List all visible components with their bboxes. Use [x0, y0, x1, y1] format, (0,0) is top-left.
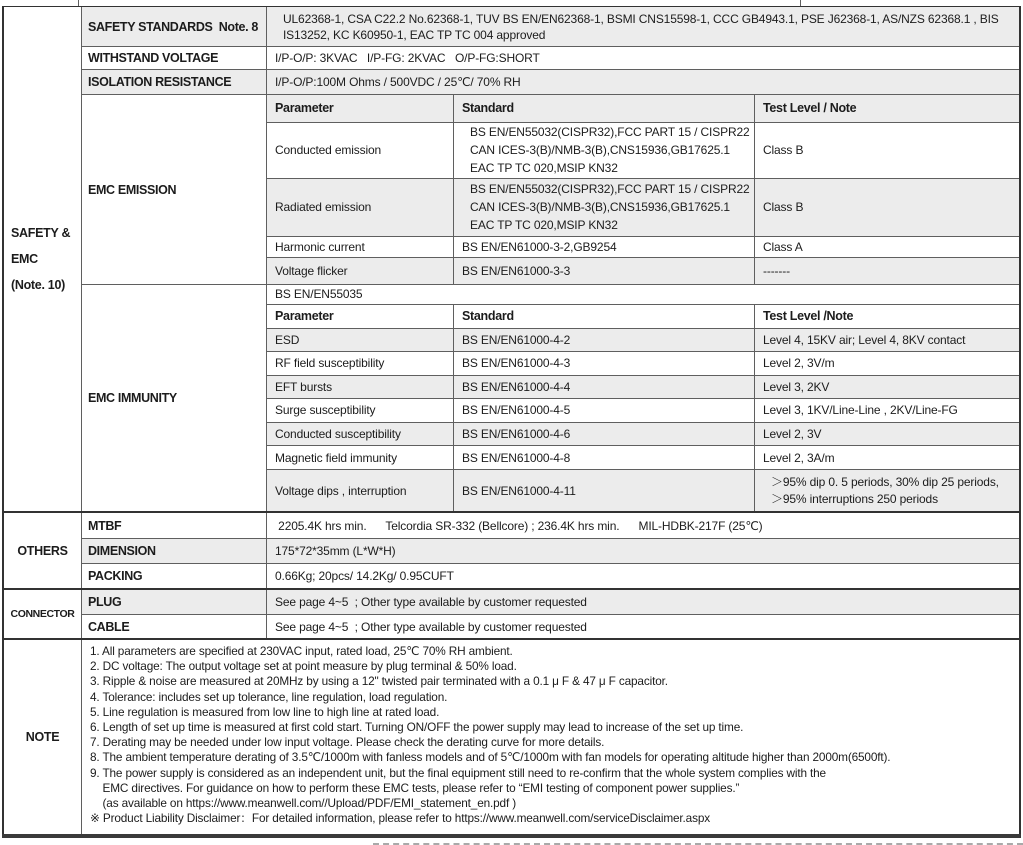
note-line: 1. All parameters are specified at 230VAC input, rated load, 25℃ 70% RH ambient. — [90, 644, 513, 658]
standard-cell: BS EN/EN61000-4-6 — [454, 423, 755, 445]
standard-cell: BS EN/EN61000-4-11 — [454, 470, 755, 511]
test-level-cell: Level 4, 15KV air; Level 4, 8KV contact — [763, 332, 966, 347]
standard-line: EAC TP TC 020,MSIP KN32 — [470, 218, 618, 233]
previous-row-remnant — [2, 0, 1021, 6]
section-safety-emc — [4, 7, 1019, 511]
test-level-cell: Level 3, 1KV/Line-Line , 2KV/Line-FG — [763, 403, 958, 418]
row-label: MTBF — [82, 513, 267, 538]
row-value: See page 4~5 ; Other type available by customer requested — [275, 595, 587, 609]
row-label: DIMENSION — [82, 539, 267, 563]
note-line: 5. Line regulation is measured from low line to high line at rated load. — [90, 704, 440, 719]
emc-emission-block — [82, 94, 1019, 284]
test-level-cell: Level 2, 3V/m — [763, 356, 835, 371]
emission-row-harmonic — [267, 236, 1019, 258]
immunity-row-esd — [267, 328, 1019, 351]
parameter-cell: Harmonic current — [267, 237, 454, 258]
standard-cell: BS EN/EN61000-3-3 — [454, 258, 755, 284]
section-others — [4, 511, 1019, 588]
standard-line: CAN ICES-3(B)/NMB-3(B),CNS15936,GB17625.1 — [470, 143, 730, 158]
immunity-header-row — [267, 304, 1019, 328]
remnant-divider — [78, 0, 79, 6]
row-label: SAFETY STANDARDS Note. 8 — [82, 7, 267, 46]
row-packing — [82, 563, 1019, 588]
row-value: See page 4~5 ; Other type available by customer requested — [275, 619, 587, 634]
immunity-row-magnetic — [267, 445, 1019, 469]
row-value: 0.66Kg; 20pcs/ 14.2Kg/ 0.95CUFT — [275, 569, 454, 583]
group-cell-safety-emc — [4, 7, 82, 511]
note-line: 3. Ripple & noise are measured at 20MHz by using a 12" twisted pair terminated with a 0.1 μ F & 47 μ F capacitor. — [90, 674, 668, 689]
note-line: EMC directives. For guidance on how to perform these EMC tests, please refer to “EMI testing of component power supplies.” — [90, 780, 740, 795]
immunity-base-standard: BS EN/EN55035 — [275, 287, 363, 302]
parameter-cell: Voltage flicker — [267, 258, 454, 284]
immunity-base-standard-row — [267, 285, 1019, 304]
test-level-cell: Level 3, 2KV — [763, 379, 830, 394]
note-line: 7. Derating may be needed under low input voltage. Please check the derating curve for more details. — [90, 735, 605, 750]
group-label-line: SAFETY & — [11, 226, 71, 240]
test-level-line: ＞95% interruptions 250 periods — [771, 491, 938, 506]
safety-standards-text: UL62368-1, CSA C22.2 No.62368-1, TUV BS EN/EN62368-1, BSMI CNS15598-1, CCC GB4943.1, PSE J62368-1, AS/NZS 62368.1 , BIS IS13252, KC K60950-1, EAC TP TC 004 approved — [283, 11, 999, 42]
note-line: ※ Product Liability Disclaimer：For detailed information, please refer to https://www.meanwell.com/serviceDisclaimer.aspx — [90, 811, 710, 826]
col-header-standard: Standard — [454, 95, 755, 122]
group-label: NOTE — [25, 730, 60, 744]
row-withstand-voltage — [82, 46, 1019, 69]
note-line: 4. Tolerance: includes set up tolerance, line regulation, load regulation. — [90, 689, 448, 704]
standard-line: CAN ICES-3(B)/NMB-3(B),CNS15936,GB17625.1 — [470, 200, 730, 215]
row-value: 2205.4K hrs min. Telcordia SR-332 (Bellcore) ; 236.4K hrs min. MIL-HDBK-217F (25℃) — [275, 518, 763, 533]
row-dimension — [82, 538, 1019, 563]
row-label: ISOLATION RESISTANCE — [82, 70, 267, 94]
group-cell-note — [4, 640, 82, 834]
note-line: 9. The power supply is considered as an independent unit, but the final equipment still need to re-confirm that the whole system complies with the — [90, 765, 826, 780]
emission-header-row — [267, 95, 1019, 122]
group-cell-connector — [4, 590, 82, 638]
emc-immunity-block — [82, 284, 1019, 511]
row-label: WITHSTAND VOLTAGE — [82, 47, 267, 69]
col-header-standard: Standard — [454, 305, 755, 328]
standard-cell: BS EN/EN61000-4-5 — [454, 399, 755, 423]
test-level-cell: Class B — [763, 200, 804, 215]
standard-line: BS EN/EN55032(CISPR32),FCC PART 15 / CISPR22 — [470, 125, 750, 140]
standard-cell: BS EN/EN61000-4-8 — [454, 446, 755, 469]
standard-cell — [454, 179, 755, 236]
row-value: I/P-O/P: 3KVAC I/P-FG: 2KVAC O/P-FG:SHORT — [275, 51, 540, 65]
standard-cell — [454, 123, 755, 178]
parameter-cell: Radiated emission — [267, 179, 454, 236]
emc-immunity-label: EMC IMMUNITY — [82, 285, 267, 511]
group-label-line: (Note. 10) — [11, 278, 65, 292]
test-level-line: ＞95% dip 0. 5 periods, 30% dip 25 periods, — [771, 474, 999, 489]
col-header-test-level: Test Level / Note — [763, 101, 857, 116]
immunity-row-conducted — [267, 422, 1019, 445]
emission-row-radiated — [267, 178, 1019, 236]
note-line: (as available on https://www.meanwell.com//Upload/PDF/EMI_statement_en.pdf ) — [90, 796, 516, 811]
test-level-cell: Class B — [763, 143, 804, 158]
row-plug — [82, 590, 1019, 614]
parameter-cell: Voltage dips , interruption — [267, 470, 454, 511]
note-body — [82, 640, 1019, 834]
note-line: 6. Length of set up time is measured at first cold start. Turning ON/OFF the power supply may lead to increase of the set up time. — [90, 720, 744, 735]
standard-cell: BS EN/EN61000-4-4 — [454, 376, 755, 398]
test-level-cell: Level 2, 3V — [763, 427, 822, 442]
group-label: OTHERS — [17, 543, 68, 558]
row-isolation-resistance — [82, 69, 1019, 94]
parameter-cell: Conducted susceptibility — [267, 423, 454, 445]
remnant-divider — [800, 0, 801, 6]
page-bottom-rule — [2, 834, 1021, 838]
standard-line: BS EN/EN55032(CISPR32),FCC PART 15 / CISPR22 — [470, 182, 750, 197]
parameter-cell: Conducted emission — [267, 123, 454, 178]
parameter-cell: RF field susceptibility — [267, 352, 454, 375]
col-header-test-level: Test Level /Note — [763, 309, 854, 324]
emc-emission-subtable — [267, 95, 1019, 284]
parameter-cell: Surge susceptibility — [267, 399, 454, 423]
standard-cell: BS EN/EN61000-4-3 — [454, 352, 755, 375]
row-value: I/P-O/P:100M Ohms / 500VDC / 25℃/ 70% RH — [275, 75, 521, 89]
standard-line: EAC TP TC 020,MSIP KN32 — [470, 161, 618, 176]
group-cell-others — [4, 513, 82, 588]
row-safety-standards — [82, 7, 1019, 46]
emc-immunity-subtable — [267, 285, 1019, 511]
section-connector — [4, 588, 1019, 638]
emission-row-flicker — [267, 257, 1019, 284]
col-header-parameter: Parameter — [267, 95, 454, 122]
row-label: PLUG — [82, 590, 267, 614]
row-label: CABLE — [82, 615, 267, 638]
row-label: PACKING — [82, 564, 267, 588]
group-label-line: EMC — [11, 252, 38, 266]
test-level-lines — [763, 472, 1001, 510]
parameter-cell: EFT bursts — [267, 376, 454, 398]
test-level-cell: ------- — [763, 264, 790, 279]
emc-emission-label: EMC EMISSION — [82, 95, 267, 284]
col-header-parameter: Parameter — [267, 305, 454, 328]
standard-cell: BS EN/EN61000-4-2 — [454, 329, 755, 351]
spec-table — [2, 6, 1021, 834]
immunity-row-rf — [267, 351, 1019, 375]
group-label: CONNECTOR — [10, 608, 75, 620]
section-note — [4, 638, 1019, 834]
row-value — [267, 7, 1019, 46]
note-line: 2. DC voltage: The output voltage set at point measure by plug terminal & 50% load. — [90, 659, 517, 674]
standard-lines — [462, 121, 752, 179]
immunity-row-surge — [267, 398, 1019, 423]
note-line: 8. The ambient temperature derating of 3.5℃/1000m with fanless models and of 5℃/1000m with fan models for operating altitude higher than 2000m(6500ft). — [90, 750, 891, 765]
immunity-row-voltage-dips — [267, 469, 1019, 511]
parameter-cell: Magnetic field immunity — [267, 446, 454, 469]
row-value: 175*72*35mm (L*W*H) — [275, 544, 396, 558]
test-level-cell — [755, 470, 1019, 511]
parameter-cell: ESD — [267, 329, 454, 351]
test-level-cell: Class A — [763, 240, 803, 254]
row-mtbf — [82, 513, 1019, 538]
standard-lines — [462, 178, 752, 236]
standard-cell: BS EN/EN61000-3-2,GB9254 — [454, 237, 755, 258]
test-level-cell: Level 2, 3A/m — [763, 450, 835, 465]
row-cable — [82, 614, 1019, 638]
immunity-row-eft — [267, 375, 1019, 398]
emission-row-conducted — [267, 122, 1019, 178]
